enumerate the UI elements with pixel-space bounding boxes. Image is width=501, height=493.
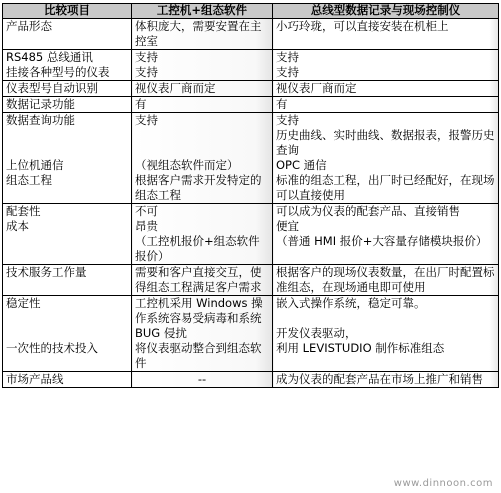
cell-text: 支持 [276,65,299,79]
spacer [135,128,269,143]
cell-text: 配套性 [6,204,41,218]
recorder-cell [273,296,499,372]
cell-text: 小巧玲珑，可以直接安装在机柜上 [276,19,449,33]
ipc-cell [132,50,273,81]
ipc-cell [132,97,273,113]
ipc-cell [132,296,273,372]
cell-text: 上位机通信 [6,158,64,172]
spacer [276,311,495,326]
table-row [3,265,499,296]
cell-text: 仪表型号自动识别 [6,81,98,95]
cell-text: OPC 通信 [276,158,327,172]
cell-text: 视仪表厂商而定 [276,81,357,95]
recorder-cell [273,81,499,97]
cell-text: -- [197,372,207,386]
table-row [3,372,499,388]
cell-text: 稳定性 [6,296,41,310]
cell-text: 技术服务工作量 [6,265,87,279]
recorder-cell [273,19,499,50]
cell-text: 利用 LEVISTUDIO 制作标准组态 [276,341,445,355]
ipc-cell [132,19,273,50]
site-watermark: www.dinnoon.com [393,478,493,489]
cell-text: 可以成为仪表的配套产品、直接销售 [276,204,460,218]
header-bus-data-recorder: 总线型数据记录与现场控制仪 [273,4,499,19]
cell-text: 市场产品线 [6,372,64,386]
table-row [3,81,499,97]
cell-text: 支持 [135,50,158,64]
cell-text: 数据查询功能 [6,113,75,127]
ipc-cell [132,113,273,204]
spacer [135,143,269,158]
header-row [3,4,499,19]
row-label [3,296,132,372]
cell-text: 有 [276,97,288,111]
spacer [6,143,128,158]
cell-text: 根据客户需求开发特定的组态工程 [135,173,262,202]
spacer [6,311,128,326]
cell-text: 不可 [135,204,158,218]
cell-text: 将仪表驱动整合到组态软件 [135,341,262,370]
cell-text: （工控机报价+组态软件报价） [135,234,260,263]
comparison-table [2,3,499,388]
row-label [3,81,132,97]
cell-text: 工控机采用 Windows 操作系统容易受病毒和系统 BUG 侵扰 [135,296,263,340]
cell-text: 视仪表厂商而定 [135,81,216,95]
cell-text: 支持 [135,65,158,79]
recorder-cell [273,372,499,388]
table-row [3,50,499,81]
ipc-cell [132,372,273,388]
row-label [3,97,132,113]
cell-text: 数据记录功能 [6,97,75,111]
row-label [3,113,132,204]
cell-text: 挂接各种型号的仪表 [6,65,110,79]
cell-text: （普通 HMI 报价+大容量存储模块报价） [276,234,488,248]
recorder-cell [273,265,499,296]
row-label [3,204,132,265]
cell-text: 组态工程 [6,173,52,187]
recorder-cell [273,113,499,204]
cell-text: 有 [135,97,147,111]
recorder-cell [273,204,499,265]
cell-text: 一次性的技术投入 [6,341,98,355]
cell-text: 支持 [276,113,299,127]
cell-text: RS485 总线通讯 [6,50,93,64]
cell-text: 便宜 [276,219,299,233]
cell-text: 成为仪表的配套产品在市场上推广和销售 [276,372,483,386]
cell-text: 产品形态 [6,19,52,33]
header-compare-item: 比较项目 [3,4,132,19]
cell-text: 嵌入式操作系统，稳定可靠。 [276,296,426,310]
table-row [3,113,499,204]
ipc-cell [132,204,273,265]
recorder-cell [273,50,499,81]
cell-text: 成本 [6,219,29,233]
cell-text: 历史曲线、实时曲线、数据报表，报警历史查询 [276,128,495,157]
cell-text: 支持 [135,113,158,127]
cell-text: 支持 [276,50,299,64]
table-row [3,296,499,372]
header-ipc-config-software: 工控机+组态软件 [132,4,273,19]
ipc-cell [132,265,273,296]
cell-text: 标准的组态工程，出厂时已经配好，在现场可以直接使用 [276,173,495,202]
row-label [3,372,132,388]
cell-text: 根据客户的现场仪表数量，在出厂时配置标准组态，在现场通电即可使用 [276,265,495,294]
cell-text: 开发仪表驱动， [276,326,357,340]
table-row [3,97,499,113]
row-label [3,50,132,81]
recorder-cell [273,97,499,113]
row-label [3,19,132,50]
spacer [6,326,128,341]
table-row [3,19,499,50]
cell-text: 昂贵 [135,219,158,233]
cell-text: 需要和客户直接交互，使得组态工程满足客户需求 [135,265,262,294]
spacer [6,128,128,143]
cell-text: 体积庞大，需要安置在主控室 [135,19,262,48]
cell-text: （视组态软件而定） [135,158,239,172]
table-row [3,204,499,265]
ipc-cell [132,81,273,97]
row-label [3,265,132,296]
